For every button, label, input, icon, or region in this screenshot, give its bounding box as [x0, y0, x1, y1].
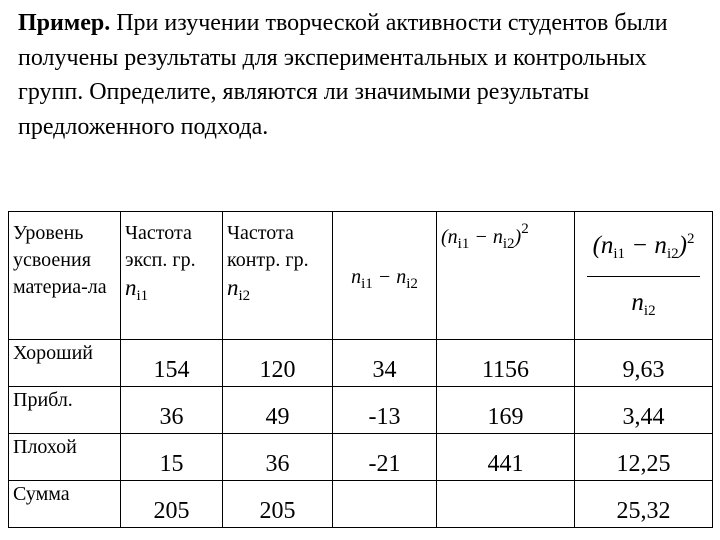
frequency-table: [8, 211, 713, 528]
cell-n1: 15: [121, 434, 223, 481]
table-row: [9, 434, 713, 481]
cell-n2: 205: [223, 481, 333, 528]
cell-ratio: 25,32: [575, 481, 713, 528]
header-ctrl-freq: Частота контр. гр. $n_{i2}$: [223, 212, 333, 340]
cell-sq: [437, 481, 575, 528]
cell-diff: 34: [333, 340, 437, 387]
table-header-row: [9, 212, 713, 340]
cell-diff: [333, 481, 437, 528]
cell-diff: -21: [333, 434, 437, 481]
cell-ratio: 12,25: [575, 434, 713, 481]
cell-n1: 205: [121, 481, 223, 528]
problem-label: Пример.: [18, 10, 111, 36]
row-label: Сумма: [9, 481, 121, 528]
header-ratio-formula: $\frac{(n_{i1} - n_{i2})^2}{n_{i2}}$: [575, 212, 713, 340]
table-row: [9, 340, 713, 387]
header-difference-formula: $n_{i1} - n_{i2}$: [333, 212, 437, 340]
header-exp-freq: Частота эксп. гр. $n_{i1}$: [121, 212, 223, 340]
row-label: Прибл.: [9, 387, 121, 434]
row-label: Плохой: [9, 434, 121, 481]
table-row: [9, 387, 713, 434]
cell-n1: 154: [121, 340, 223, 387]
row-label: Хороший: [9, 340, 121, 387]
cell-sq: 1156: [437, 340, 575, 387]
header-level: Уровень усвоения материа-ла: [9, 212, 121, 340]
cell-sq: 169: [437, 387, 575, 434]
cell-ratio: 3,44: [575, 387, 713, 434]
cell-diff: -13: [333, 387, 437, 434]
cell-n2: 36: [223, 434, 333, 481]
ctrl-symbol: $n_{i2}$: [227, 275, 251, 304]
cell-n1: 36: [121, 387, 223, 434]
problem-text: При изучении творческой активности студентов были получены результаты для экспериментальных и контрольных групп. Определите, являются ли значимыми результаты предложенного подхода.: [18, 10, 668, 140]
table-row-sum: [9, 481, 713, 528]
exp-symbol: $n_{i1}$: [125, 275, 149, 304]
header-squared-formula: $(n_{i1} - n_{i2})^2$: [437, 212, 575, 340]
cell-sq: 441: [437, 434, 575, 481]
cell-ratio: 9,63: [575, 340, 713, 387]
cell-n2: 120: [223, 340, 333, 387]
problem-statement: [18, 6, 708, 144]
cell-n2: 49: [223, 387, 333, 434]
